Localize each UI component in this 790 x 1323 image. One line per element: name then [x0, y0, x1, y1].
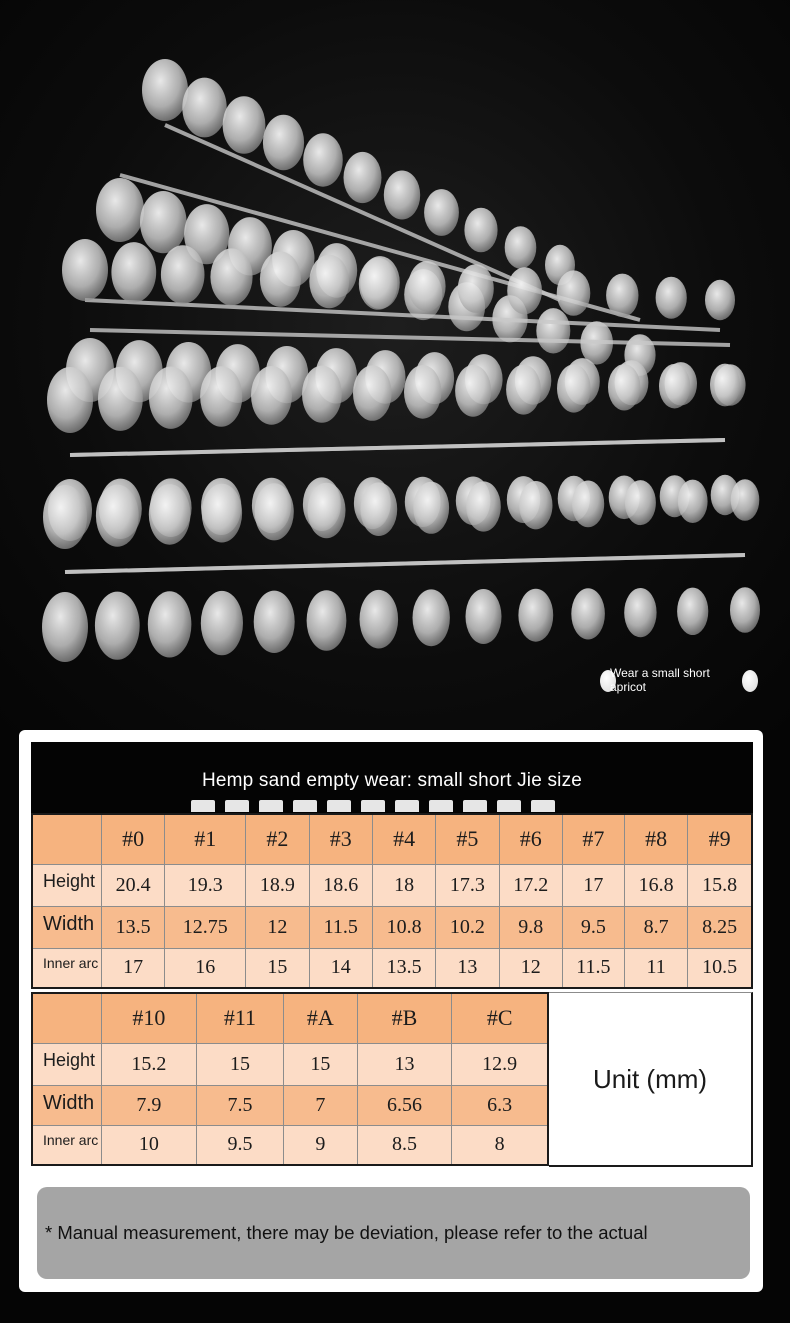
nail-tip	[505, 226, 537, 268]
nail-tip	[359, 258, 398, 310]
size-cell: #8	[624, 814, 687, 864]
nail-tip	[536, 308, 570, 353]
width-row	[32, 906, 752, 948]
value-cell: 16.8	[624, 864, 687, 906]
table-corner	[32, 814, 102, 864]
value-cell: 17	[102, 948, 165, 988]
nail-tip	[251, 366, 292, 425]
nail-tip	[677, 588, 708, 635]
nail-tip	[161, 245, 205, 304]
nail-tip	[140, 191, 187, 253]
table-corner	[32, 993, 102, 1043]
nail-tip	[730, 587, 760, 633]
nail-tip	[557, 270, 591, 315]
value-cell: 8.5	[357, 1125, 452, 1165]
nail-tip	[254, 591, 295, 653]
value-cell: 9.8	[499, 906, 562, 948]
value-cell: 11.5	[562, 948, 624, 988]
value-cell: 15.8	[688, 864, 752, 906]
nail-tip	[307, 590, 347, 651]
value-cell: 12	[246, 906, 309, 948]
size-chart-header	[31, 742, 753, 813]
value-cell: 18.6	[309, 864, 372, 906]
width-row	[32, 1085, 548, 1125]
value-cell: 15	[246, 948, 309, 988]
height-row	[32, 1043, 548, 1085]
nail-tip	[62, 239, 108, 301]
value-cell: 7	[284, 1085, 357, 1125]
nail-tip	[302, 366, 342, 423]
inner-arc-row	[32, 1125, 548, 1165]
nail-tip	[201, 591, 243, 655]
value-cell: 8.25	[688, 906, 752, 948]
nail-tip	[678, 480, 708, 523]
nail-tip	[148, 591, 192, 657]
value-cell: 13	[357, 1043, 452, 1085]
nail-tip	[42, 592, 88, 662]
nail-tip	[353, 365, 392, 420]
nail-tip	[210, 248, 252, 305]
size-table-primary	[31, 813, 753, 989]
nail-tip	[404, 365, 441, 419]
value-cell: 18	[372, 864, 435, 906]
value-cell: 9.5	[196, 1125, 283, 1165]
size-cell: #5	[436, 814, 499, 864]
row-label-width: Width	[32, 906, 102, 948]
nail-tip	[424, 189, 459, 236]
unit-label: Unit (mm)	[549, 992, 753, 1167]
nail-tip-sample-right	[742, 670, 758, 692]
value-cell: 11	[624, 948, 687, 988]
nail-tip	[149, 484, 191, 545]
measurement-note: * Manual measurement, there may be deviation, please refer to the actual	[37, 1187, 750, 1279]
size-chart-title: Hemp sand empty wear: small short Jie size	[201, 770, 583, 791]
nail-tip	[111, 242, 156, 302]
size-cell: #2	[246, 814, 309, 864]
value-cell: 18.9	[246, 864, 309, 906]
value-cell: 13.5	[102, 906, 165, 948]
size-cell: #6	[499, 814, 562, 864]
value-cell: 12	[499, 948, 562, 988]
size-cell: #C	[452, 993, 548, 1043]
value-cell: 10.2	[436, 906, 499, 948]
nail-tip	[309, 255, 349, 309]
nail-tip	[519, 481, 552, 529]
value-cell: 14	[309, 948, 372, 988]
nail-tip	[458, 264, 494, 313]
nail-tip	[303, 133, 343, 186]
size-cell: #4	[372, 814, 435, 864]
row-label-height: Height	[32, 864, 102, 906]
value-cell: 12.75	[165, 906, 246, 948]
nail-tip	[518, 589, 553, 642]
nail-tip	[142, 59, 188, 121]
value-cell: 7.9	[102, 1085, 197, 1125]
value-cell: 20.4	[102, 864, 165, 906]
value-cell: 17.3	[436, 864, 499, 906]
value-cell: 17.2	[499, 864, 562, 906]
size-cell: #B	[357, 993, 452, 1043]
size-table-secondary	[31, 992, 549, 1166]
value-cell: 13	[436, 948, 499, 988]
nail-tip	[466, 589, 502, 644]
nail-tip	[506, 365, 541, 415]
nail-tip	[466, 481, 501, 531]
tip-stick	[70, 440, 725, 455]
value-cell: 15	[284, 1043, 357, 1085]
value-cell: 16	[165, 948, 246, 988]
value-cell: 10.8	[372, 906, 435, 948]
size-header-row	[32, 993, 548, 1043]
value-cell: 12.9	[452, 1043, 548, 1085]
size-chart-card	[19, 730, 763, 1292]
nail-tip	[408, 261, 445, 311]
nail-tip	[624, 588, 656, 637]
size-cell: #3	[309, 814, 372, 864]
nail-tip	[413, 482, 449, 534]
nail-tip	[659, 364, 690, 409]
value-cell: 9	[284, 1125, 357, 1165]
value-cell: 6.56	[357, 1085, 452, 1125]
nail-tip	[223, 96, 266, 154]
nail-tip	[96, 178, 144, 242]
nail-tip	[96, 485, 139, 547]
nail-tip	[149, 367, 193, 429]
value-cell: 10	[102, 1125, 197, 1165]
nail-tip	[705, 280, 735, 320]
nail-tip	[606, 274, 638, 318]
nail-tip	[455, 365, 491, 417]
size-cell: #1	[165, 814, 246, 864]
value-cell: 8	[452, 1125, 548, 1165]
value-cell: 9.5	[562, 906, 624, 948]
size-cell: #10	[102, 993, 197, 1043]
inner-arc-row	[32, 948, 752, 988]
nail-tip	[464, 208, 497, 253]
nail-tip	[360, 482, 397, 536]
value-cell: 13.5	[372, 948, 435, 988]
row-label-inner-arc: Inner arc	[32, 948, 102, 988]
nail-tip	[413, 589, 450, 646]
tip-stick	[65, 555, 745, 572]
size-cell: #A	[284, 993, 357, 1043]
nail-tip	[202, 484, 242, 543]
nail-tip	[260, 252, 301, 307]
nail-tip	[384, 171, 420, 220]
nail-tip	[43, 485, 87, 549]
size-cell: #11	[196, 993, 283, 1043]
nail-tip	[98, 367, 143, 431]
nail-tip	[507, 267, 542, 314]
row-label-inner-arc: Inner arc	[32, 1125, 102, 1165]
row-label-height: Height	[32, 1043, 102, 1085]
size-cell: #7	[562, 814, 624, 864]
value-cell: 6.3	[452, 1085, 548, 1125]
nail-tip	[656, 277, 687, 319]
value-cell: 19.3	[165, 864, 246, 906]
nail-tip	[263, 115, 304, 170]
value-cell: 15.2	[102, 1043, 197, 1085]
nail-tip	[571, 588, 605, 639]
value-cell: 17	[562, 864, 624, 906]
value-cell: 10.5	[688, 948, 752, 988]
value-cell: 7.5	[196, 1085, 283, 1125]
header-decoration	[191, 800, 581, 812]
value-cell: 11.5	[309, 906, 372, 948]
nail-tip	[731, 479, 760, 521]
size-header-row	[32, 814, 752, 864]
nail-tip	[47, 367, 93, 433]
nail-tip	[572, 481, 604, 528]
nail-tip	[625, 480, 656, 525]
nail-tip	[255, 483, 294, 540]
nail-tip	[200, 366, 242, 427]
size-cell: #9	[688, 814, 752, 864]
nail-tip	[557, 364, 591, 412]
row-label-width: Width	[32, 1085, 102, 1125]
height-row	[32, 864, 752, 906]
nail-tip	[344, 152, 382, 203]
nail-tip	[95, 592, 140, 660]
nail-tip	[182, 78, 226, 138]
nail-tip	[608, 364, 640, 410]
photo-caption: Wear a small short apricot	[610, 666, 710, 694]
value-cell: 15	[196, 1043, 283, 1085]
value-cell: 8.7	[624, 906, 687, 948]
nail-tip	[710, 364, 740, 407]
size-cell: #0	[102, 814, 165, 864]
nail-tip	[308, 483, 346, 538]
nail-tip	[360, 590, 399, 649]
